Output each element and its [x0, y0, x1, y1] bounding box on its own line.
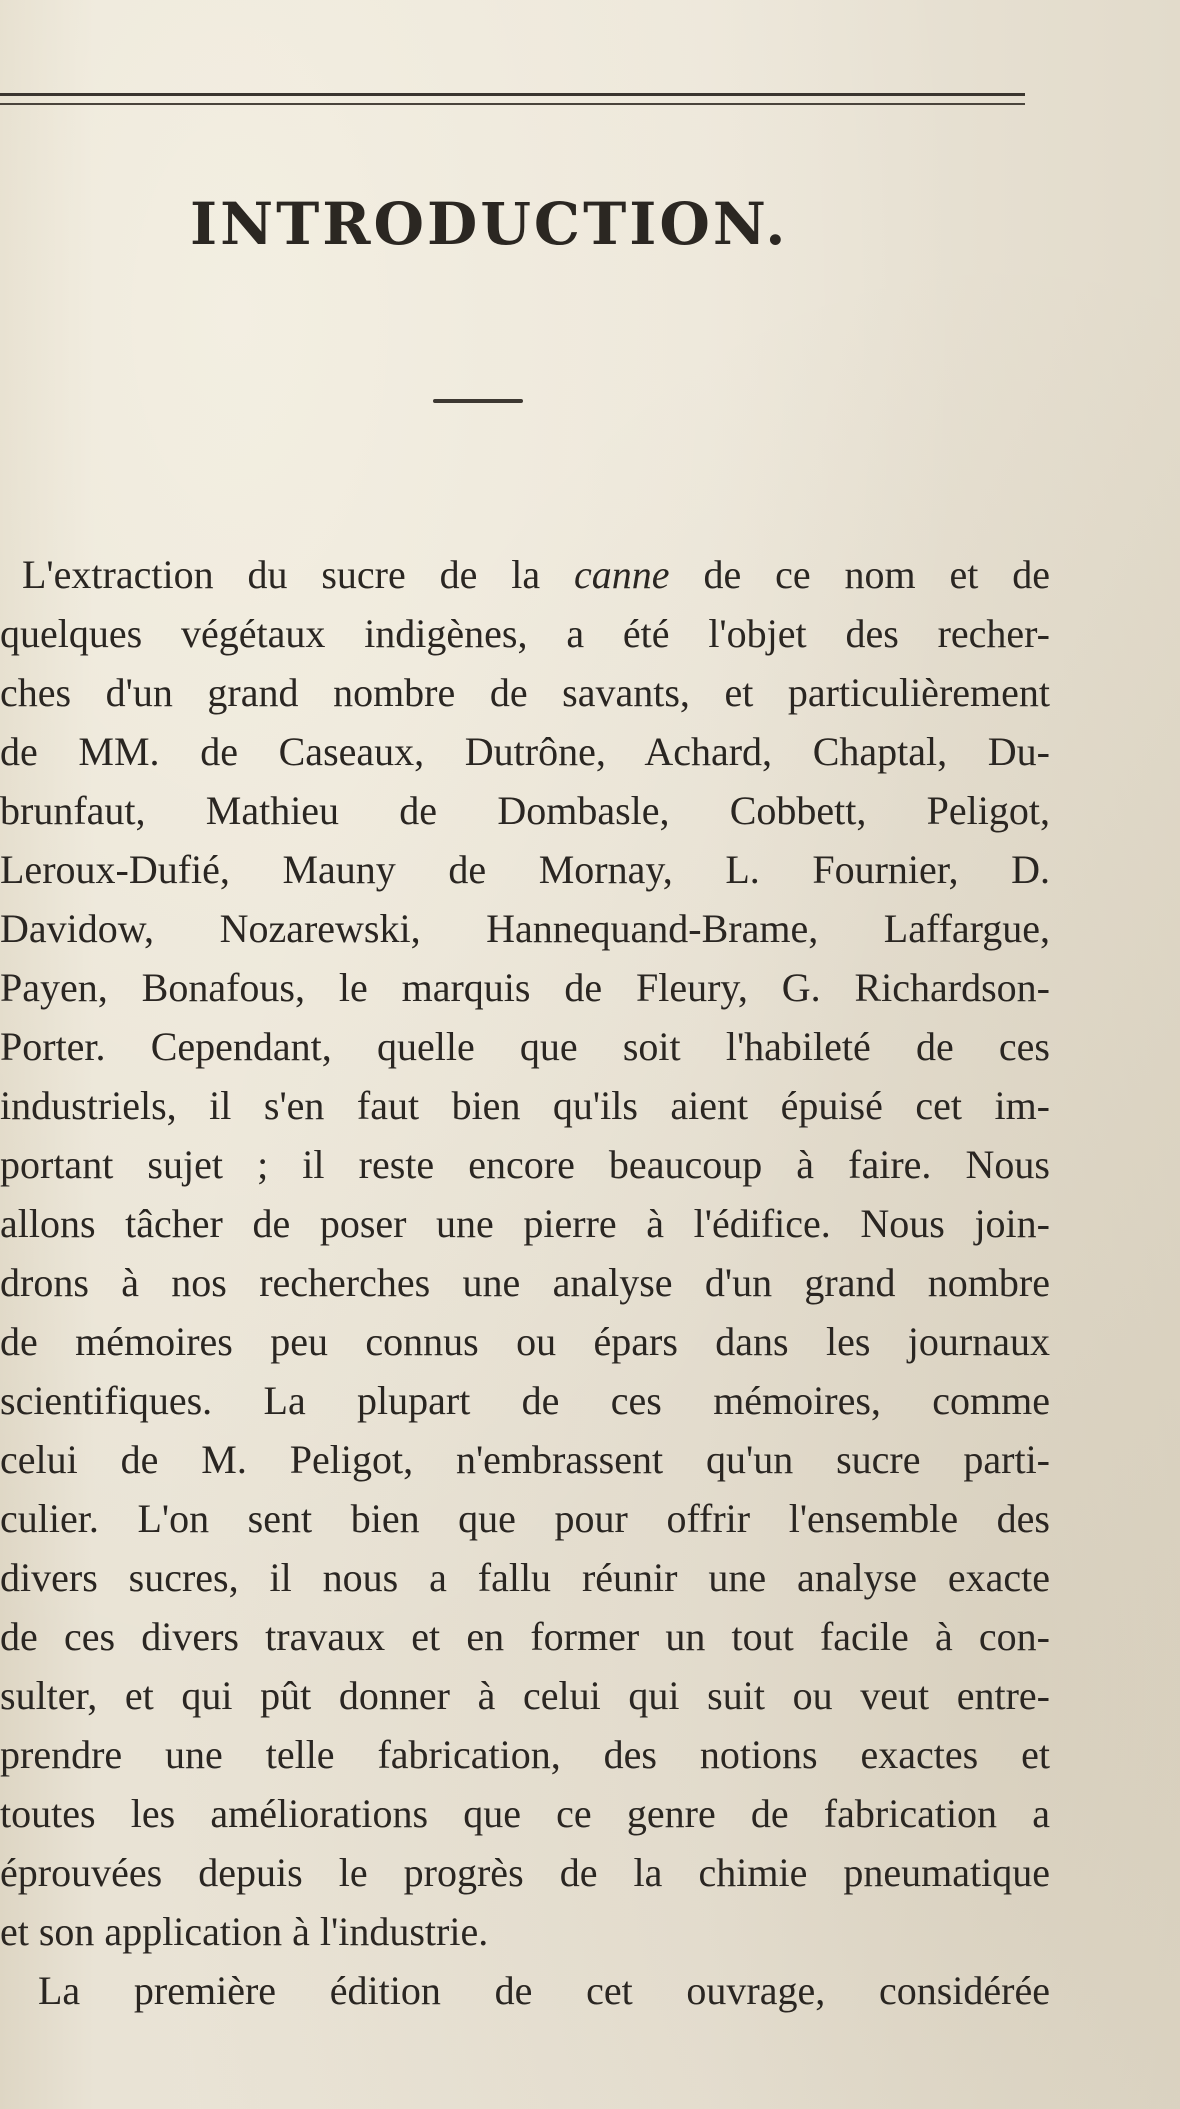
text-line: brunfaut, Mathieu de Dombasle, Cobbett, Peligot,: [0, 788, 1050, 833]
text-line: allons tâcher de poser une pierre à l'édifice. Nous join-: [0, 1201, 1050, 1246]
italic-word: canne: [574, 552, 670, 597]
text-line: quelques végétaux indigènes, a été l'objet des recher-: [0, 611, 1050, 656]
text-line: ches d'un grand nombre de savants, et particulièrement: [0, 670, 1050, 715]
text-line: industriels, il s'en faut bien qu'ils aient épuisé cet im-: [0, 1083, 1050, 1128]
text-line: de MM. de Caseaux, Dutrône, Achard, Chaptal, Du-: [0, 729, 1050, 774]
text-line: portant sujet ; il reste encore beaucoup à faire. Nous: [0, 1142, 1050, 1187]
text-line: La première édition de cet ouvrage, considérée: [38, 1968, 1050, 2013]
text-line: de mémoires peu connus ou épars dans les journaux: [0, 1319, 1050, 1364]
text-line: divers sucres, il nous a fallu réunir une analyse exacte: [0, 1555, 1050, 1600]
text-line: Payen, Bonafous, le marquis de Fleury, G. Richardson-: [0, 965, 1050, 1010]
chapter-title: INTRODUCTION.: [190, 190, 789, 258]
text-line: de ces divers travaux et en former un tout facile à con-: [0, 1614, 1050, 1659]
text-line: celui de M. Peligot, n'embrassent qu'un sucre parti-: [0, 1437, 1050, 1482]
header-double-rule: [0, 93, 1025, 105]
text-line: et son application à l'industrie.: [0, 1909, 489, 1954]
text-line: L'extraction du sucre de la canne de ce nom et de: [22, 552, 1050, 597]
text-line: prendre une telle fabrication, des notions exactes et: [0, 1732, 1050, 1777]
text-line: culier. L'on sent bien que pour offrir l'ensemble des: [0, 1496, 1050, 1541]
text-line: scientifiques. La plupart de ces mémoires, comme: [0, 1378, 1050, 1423]
title-ornament-dash: [433, 399, 523, 403]
text-line: toutes les améliorations que ce genre de fabrication a: [0, 1791, 1050, 1836]
text-line: Porter. Cependant, quelle que soit l'habileté de ces: [0, 1024, 1050, 1069]
body-text: [0, 545, 1050, 2020]
text-line: éprouvées depuis le progrès de la chimie pneumatique: [0, 1850, 1050, 1895]
text-line: drons à nos recherches une analyse d'un grand nombre: [0, 1260, 1050, 1305]
text-line: Davidow, Nozarewski, Hannequand-Brame, Laffargue,: [0, 906, 1050, 951]
text-line: sulter, et qui pût donner à celui qui suit ou veut entre-: [0, 1673, 1050, 1718]
text-line: Leroux-Dufié, Mauny de Mornay, L. Fournier, D.: [0, 847, 1050, 892]
